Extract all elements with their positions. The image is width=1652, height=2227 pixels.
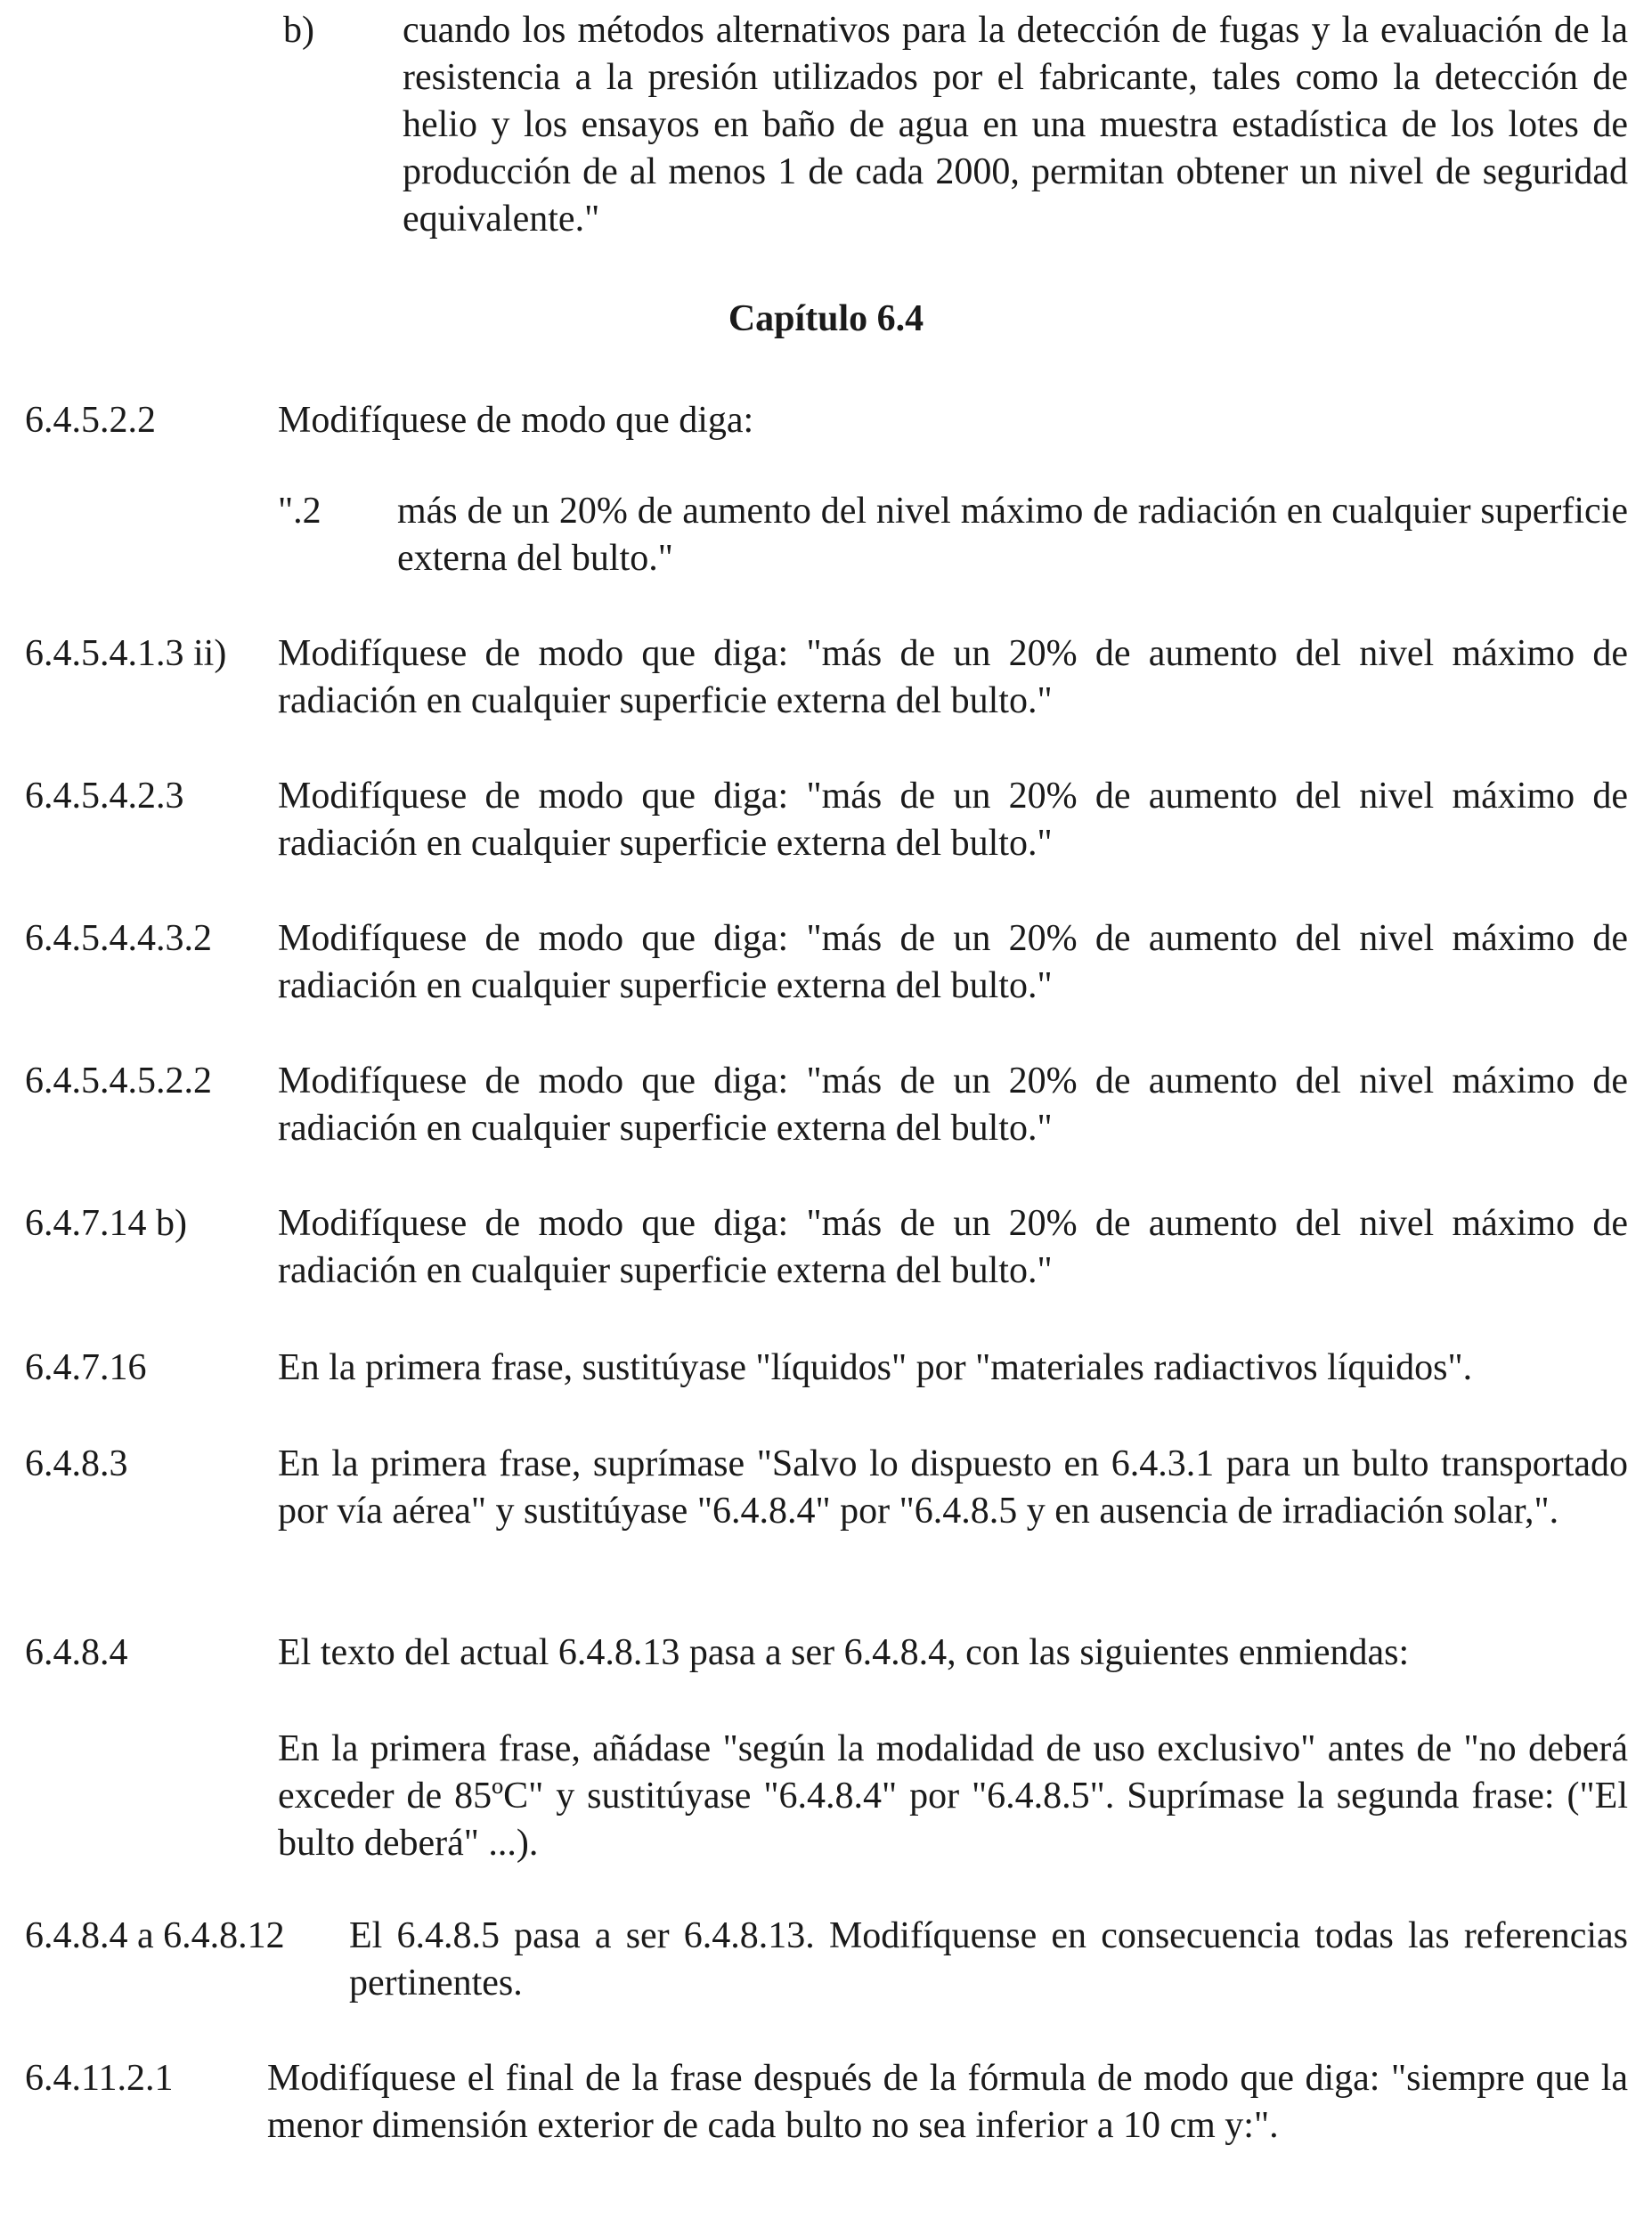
intro-label: b) bbox=[283, 10, 314, 51]
entry-ref: 6.4.7.16 bbox=[25, 1347, 147, 1388]
entry-sub-label: ".2 bbox=[278, 491, 321, 532]
entry-text: Modifíquese de modo que diga: "más de un 20% de aumento del nivel máximo de radiación en cualquier superficie externa del bulto." bbox=[278, 1061, 1628, 1149]
entry-text: Modifíquese de modo que diga: bbox=[278, 400, 754, 441]
entry-text: El 6.4.8.5 pasa a ser 6.4.8.13. Modifíquense en consecuencia todas las referencias pertinentes. bbox=[349, 1915, 1628, 2003]
entry-text: Modifíquese de modo que diga: "más de un 20% de aumento del nivel máximo de radiación en cualquier superficie externa del bulto." bbox=[278, 776, 1628, 864]
entry-ref: 6.4.8.4 a 6.4.8.12 bbox=[25, 1915, 285, 1956]
entry-text: En la primera frase, sustitúyase "líquidos" por "materiales radiactivos líquidos". bbox=[278, 1347, 1473, 1388]
entry-ref: 6.4.5.2.2 bbox=[25, 400, 156, 441]
entry-text: Modifíquese de modo que diga: "más de un 20% de aumento del nivel máximo de radiación en cualquier superficie externa del bulto." bbox=[278, 918, 1628, 1006]
entry-sub-text: En la primera frase, añádase "según la modalidad de uso exclusivo" antes de "no deberá exceder de 85ºC" y sustitúyase "6.4.8.4" por "6.4.8.5". Suprímase la segunda frase: ("El bulto deberá" ...). bbox=[278, 1728, 1628, 1864]
entry-ref: 6.4.8.3 bbox=[25, 1443, 128, 1484]
entry-ref: 6.4.11.2.1 bbox=[25, 2058, 174, 2099]
entry-text: En la primera frase, suprímase "Salvo lo dispuesto en 6.4.3.1 para un bulto transportado por vía aérea" y sustitúyase "6.4.8.4" por "6.4.8.5 y en ausencia de irradiación solar,". bbox=[278, 1443, 1628, 1532]
entry-text: Modifíquese el final de la frase después de la fórmula de modo que diga: "siempre que la menor dimensión exterior de cada bulto no sea inferior a 10 cm y:". bbox=[267, 2058, 1628, 2146]
entry-text: Modifíquese de modo que diga: "más de un 20% de aumento del nivel máximo de radiación en cualquier superficie externa del bulto." bbox=[278, 633, 1628, 721]
entry-ref: 6.4.8.4 bbox=[25, 1632, 128, 1673]
intro-text: cuando los métodos alternativos para la detección de fugas y la evaluación de la resistencia a la presión utilizados por el fabricante, tales como la detección de helio y los ensayos en baño de agua en una muestra estadística de los lotes de producción de al menos 1 de cada 2000, permitan obtener un nivel de seguridad equivalente." bbox=[403, 10, 1628, 240]
entry-ref: 6.4.7.14 b) bbox=[25, 1203, 187, 1244]
entry-sub-text: más de un 20% de aumento del nivel máximo de radiación en cualquier superficie externa del bulto." bbox=[397, 491, 1628, 579]
entry-ref: 6.4.5.4.1.3 ii) bbox=[25, 633, 227, 674]
entry-ref: 6.4.5.4.5.2.2 bbox=[25, 1061, 212, 1101]
entry-ref: 6.4.5.4.4.3.2 bbox=[25, 918, 212, 959]
chapter-heading: Capítulo 6.4 bbox=[728, 298, 924, 339]
entry-text: Modifíquese de modo que diga: "más de un 20% de aumento del nivel máximo de radiación en cualquier superficie externa del bulto." bbox=[278, 1203, 1628, 1291]
entry-ref: 6.4.5.4.2.3 bbox=[25, 776, 184, 817]
entry-text: El texto del actual 6.4.8.13 pasa a ser 6.4.8.4, con las siguientes enmiendas: bbox=[278, 1632, 1410, 1673]
